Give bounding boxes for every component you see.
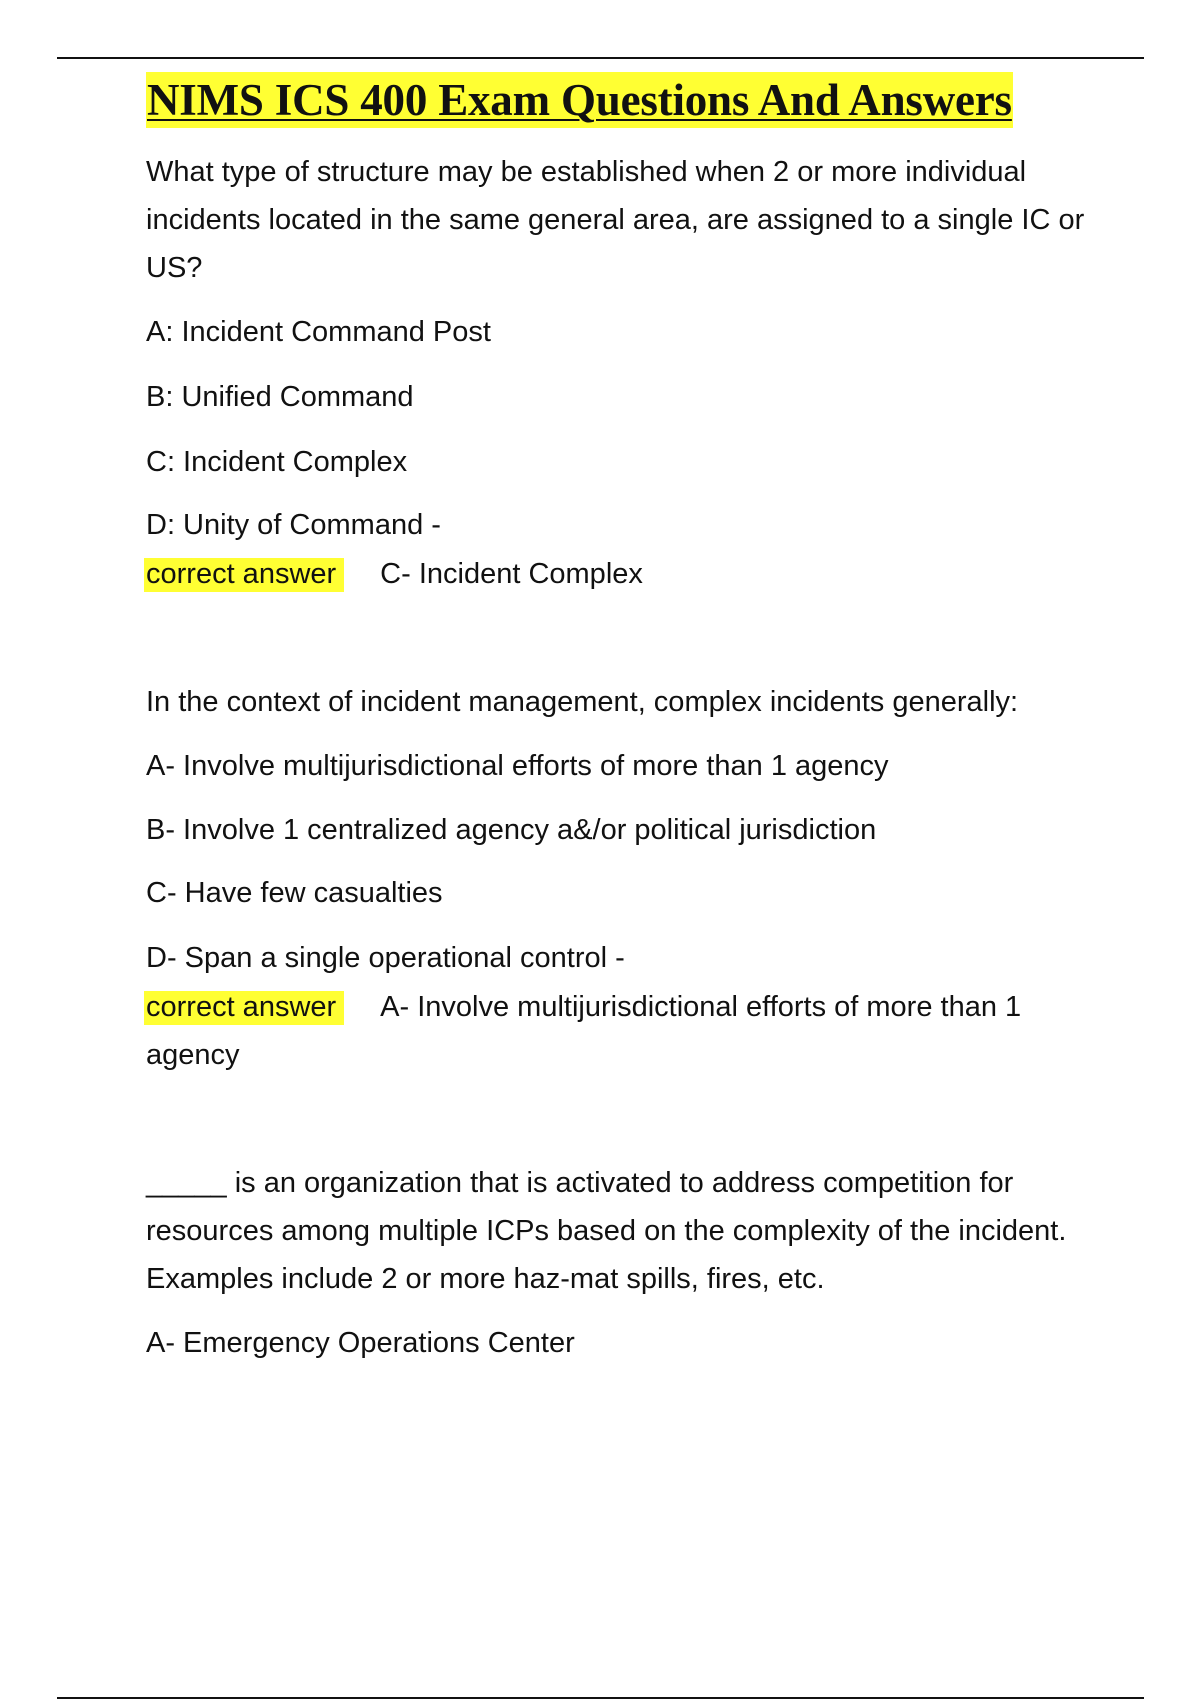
document-body <box>146 72 1106 1367</box>
top-rule <box>57 57 1144 59</box>
correct-answer-label: correct answer <box>144 991 344 1025</box>
correct-answer-line <box>146 983 1106 1079</box>
answer-option: C: Incident Complex <box>146 446 408 478</box>
question-block-3 <box>146 1159 1106 1367</box>
answer-option: B: Unified Command <box>146 381 414 413</box>
correct-answer-text: A- Involve multijurisdictional efforts of more than 1 agency <box>146 991 1022 1071</box>
question-block-1 <box>146 148 1106 598</box>
question-block-2 <box>146 678 1106 1079</box>
correct-answer-text: C- Incident Complex <box>380 558 643 590</box>
correct-answer-label: correct answer <box>144 558 344 592</box>
answer-option: B- Involve 1 centralized agency a&/or political jurisdiction <box>146 814 877 846</box>
document-title: NIMS ICS 400 Exam Questions And Answers <box>146 72 1013 128</box>
question-text: In the context of incident management, complex incidents generally: <box>146 686 1019 718</box>
answer-option: A- Emergency Operations Center <box>146 1327 575 1359</box>
question-text: _____ is an organization that is activated to address competition for resources among multiple ICPs based on the complexity of the incident. Examples include 2 or more haz-mat spills, fires, etc. <box>146 1167 1067 1295</box>
answer-option: D: Unity of Command - <box>146 509 441 541</box>
bottom-rule <box>57 1697 1144 1699</box>
answer-option: D- Span a single operational control - <box>146 942 625 974</box>
question-text: What type of structure may be established when 2 or more individual incidents located in the same general area, are assigned to a single IC or US? <box>146 156 1085 284</box>
answer-option: A- Involve multijurisdictional efforts of more than 1 agency <box>146 750 889 782</box>
answer-option: A: Incident Command Post <box>146 316 491 348</box>
correct-answer-line <box>146 550 1106 598</box>
answer-option: C- Have few casualties <box>146 877 443 909</box>
